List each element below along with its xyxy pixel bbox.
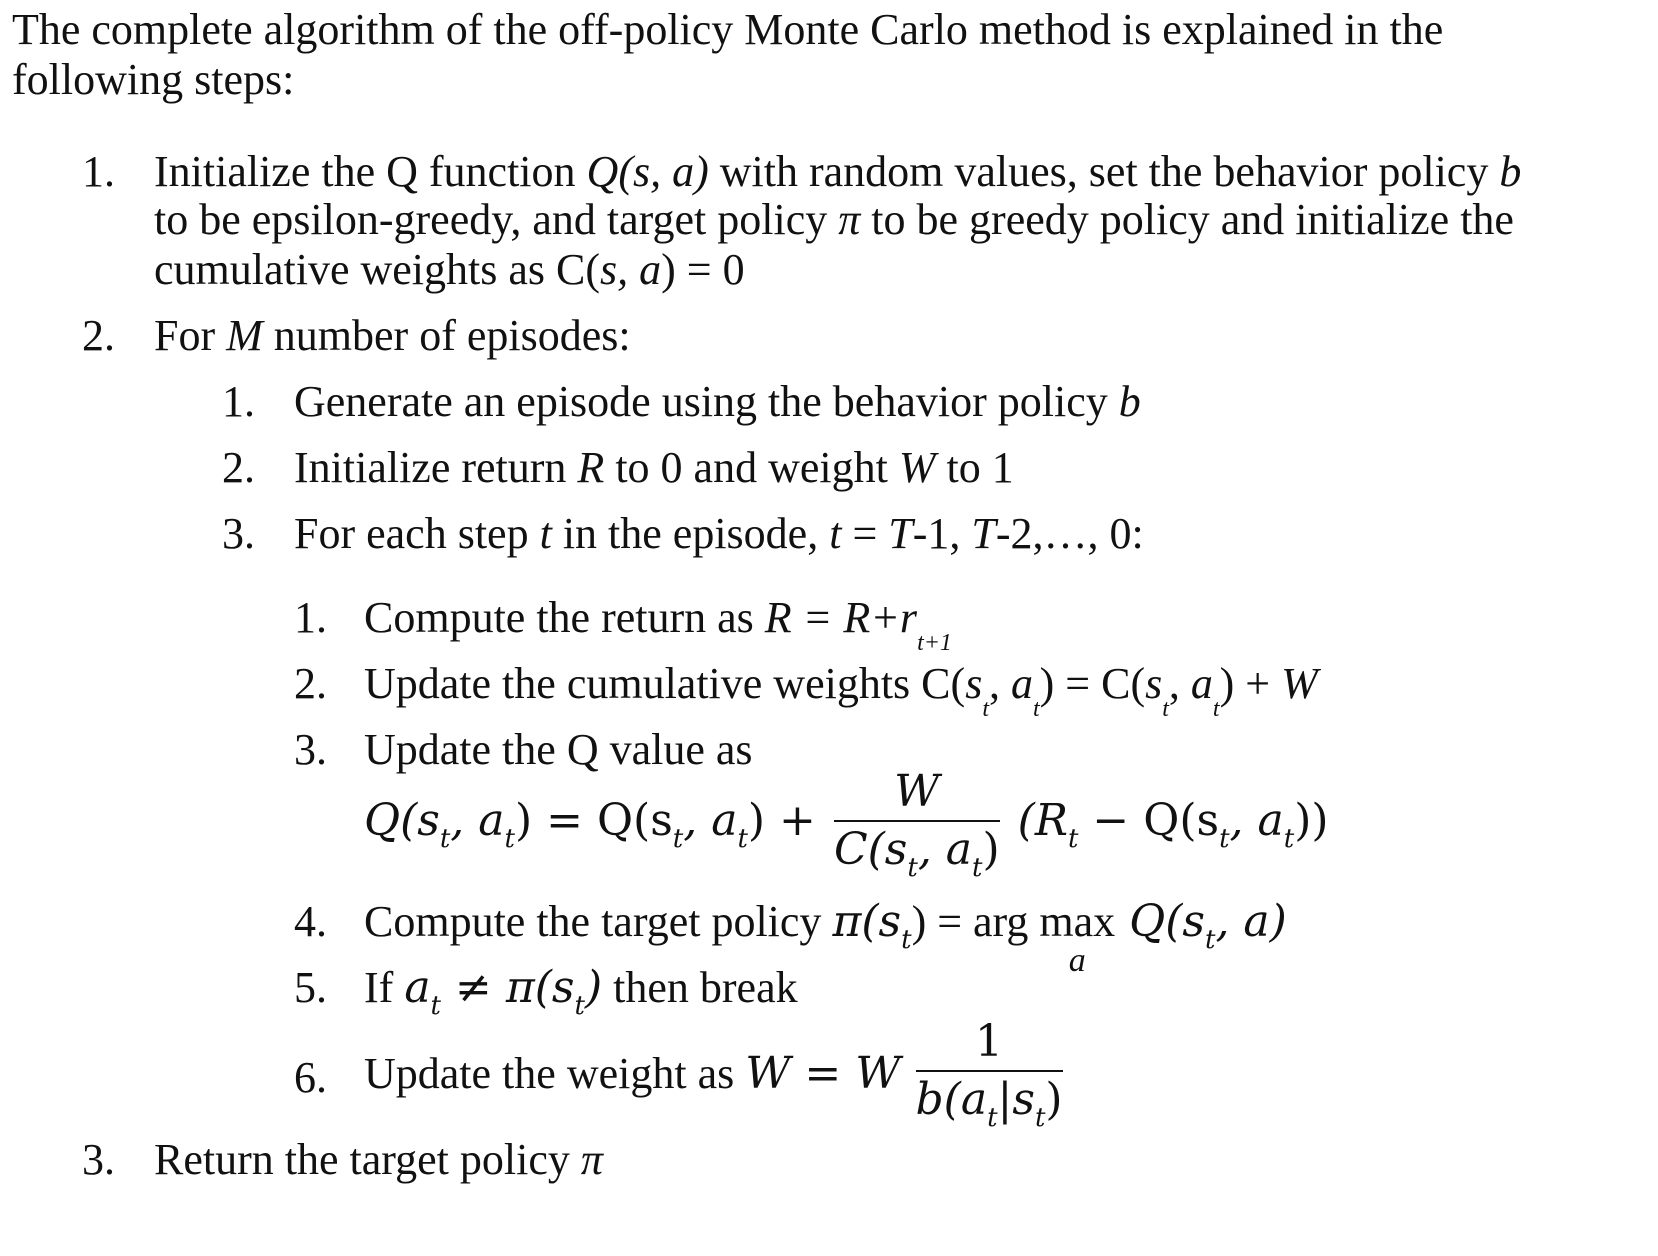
step-2-1-number: 1.: [222, 377, 255, 426]
step-1-line-1: Initialize the Q function Q(s, a) with random values, set the behavior policy b: [154, 147, 1522, 196]
step-1-line-2: to be epsilon-greedy, and target policy π to be greedy policy and initialize the: [154, 195, 1514, 244]
inner-5-text: If $a_t \ne \pi(s_t)$ then break: [364, 962, 798, 1021]
step-1-line-3: cumulative weights as C(s, a) = 0: [154, 245, 745, 294]
inner-6-text: Update the weight as W = W $\frac{1}{b(a_t|s_t)}$: [364, 1016, 1063, 1133]
inner-2-text: Update the cumulative weights $C(s_t$, $a_t) = C(s_t$, $a_t) + W$: [364, 659, 1318, 722]
argmax-operator: max a: [1039, 897, 1116, 979]
step-2-number: 2.: [82, 311, 115, 360]
step-3-number: 3.: [82, 1135, 115, 1184]
q-update-equation: $Q(s_t$, $a_t) = Q(s_t$, $a_t$) + $\frac{W}{C(s_t, a_t)}$ ($R_t - Q(s_t$, $a_t$)): [364, 766, 1329, 883]
intro-line-2: following steps:: [12, 55, 295, 104]
step-2-3-number: 3.: [222, 509, 255, 558]
q-update-fraction: $\frac{W}{C(s_t, a_t)}$: [833, 766, 1000, 883]
step-2-2-number: 2.: [222, 443, 255, 492]
step-2-heading: For M number of episodes:: [154, 311, 631, 360]
weight-update-fraction: $\frac{1}{b(a_t|s_t)}$: [915, 1016, 1063, 1133]
inner-5-number: 5.: [294, 963, 327, 1012]
inner-4-text: Compute the target policy $\pi(s_t)$ = arg max a $Q(s_t$, a): [364, 896, 1287, 979]
step-2-1-text: Generate an episode using the behavior policy b: [294, 377, 1141, 426]
step-1-number: 1.: [82, 147, 115, 196]
inner-3-text: Update the Q value as: [364, 725, 753, 774]
inner-2-number: 2.: [294, 659, 327, 708]
inner-1-text: Compute the return as $R = R+r_{t+1}$: [364, 593, 952, 656]
step-3-text: Return the target policy π: [154, 1135, 603, 1184]
step-2-3-text: For each step t in the episode, t = T-1, T-2,…, 0:: [294, 509, 1144, 558]
inner-4-number: 4.: [294, 897, 327, 946]
inner-6-number: 6.: [294, 1053, 327, 1102]
inner-3-number: 3.: [294, 725, 327, 774]
intro-line-1: The complete algorithm of the off-policy Monte Carlo method is explained in the: [12, 5, 1444, 54]
inner-1-number: 1.: [294, 593, 327, 642]
step-2-2-text: Initialize return R to 0 and weight W to 1: [294, 443, 1014, 492]
